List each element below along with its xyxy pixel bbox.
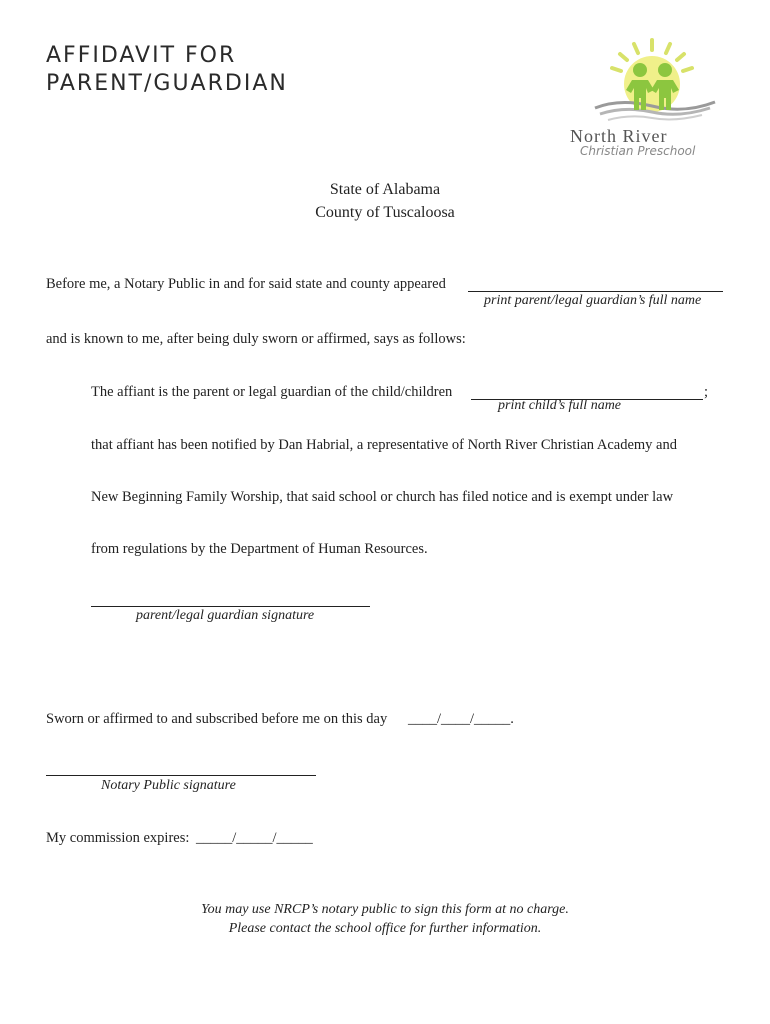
commission-date-field[interactable]: _____/_____/_____	[196, 830, 313, 846]
notary-signature-caption: Notary Public signature	[101, 778, 236, 793]
intro-text: Before me, a Notary Public in and for said state and county appeared	[46, 276, 446, 292]
affiant-text: The affiant is the parent or legal guardian of the child/children	[91, 384, 453, 400]
state-heading: State of Alabama	[329, 181, 441, 198]
guardian-signature-field[interactable]	[91, 606, 370, 607]
commission-label: My commission expires:	[46, 830, 190, 846]
known-text: and is known to me, after being duly sworn or affirmed, says as follows:	[46, 331, 466, 347]
title-line-1: AFFIDAVIT FOR	[46, 43, 237, 68]
footer-line-1: You may use NRCP’s notary public to sign this form at no charge.	[201, 902, 569, 917]
county-heading: County of Tuscaloosa	[315, 204, 455, 221]
child-name-caption: print child’s full name	[498, 398, 622, 413]
parent-name-field[interactable]	[468, 291, 723, 292]
children-sun-logo-icon	[590, 36, 720, 131]
logo-subtitle: Christian Preschool	[580, 144, 696, 158]
document-title	[46, 42, 288, 98]
paragraph-line-3: from regulations by the Department of Human Resources.	[91, 541, 428, 557]
logo-name: North River	[570, 126, 668, 146]
notary-signature-field[interactable]	[46, 775, 316, 776]
footer-line-2: Please contact the school office for further information.	[228, 921, 542, 936]
paragraph-line-1: that affiant has been notified by Dan Habrial, a representative of North River Christian Academy and	[91, 437, 677, 453]
school-logo	[570, 36, 720, 162]
parent-name-caption: print parent/legal guardian’s full name	[484, 293, 702, 308]
paragraph-line-2: New Beginning Family Worship, that said school or church has filed notice and is exempt under law	[91, 489, 674, 505]
title-line-2: PARENT/GUARDIAN	[46, 71, 288, 96]
sworn-date-field[interactable]: ____/____/_____.	[408, 711, 514, 727]
guardian-signature-caption: parent/legal guardian signature	[136, 608, 315, 623]
affiant-semicolon: ;	[704, 384, 709, 400]
sworn-text: Sworn or affirmed to and subscribed before me on this day	[46, 711, 388, 727]
